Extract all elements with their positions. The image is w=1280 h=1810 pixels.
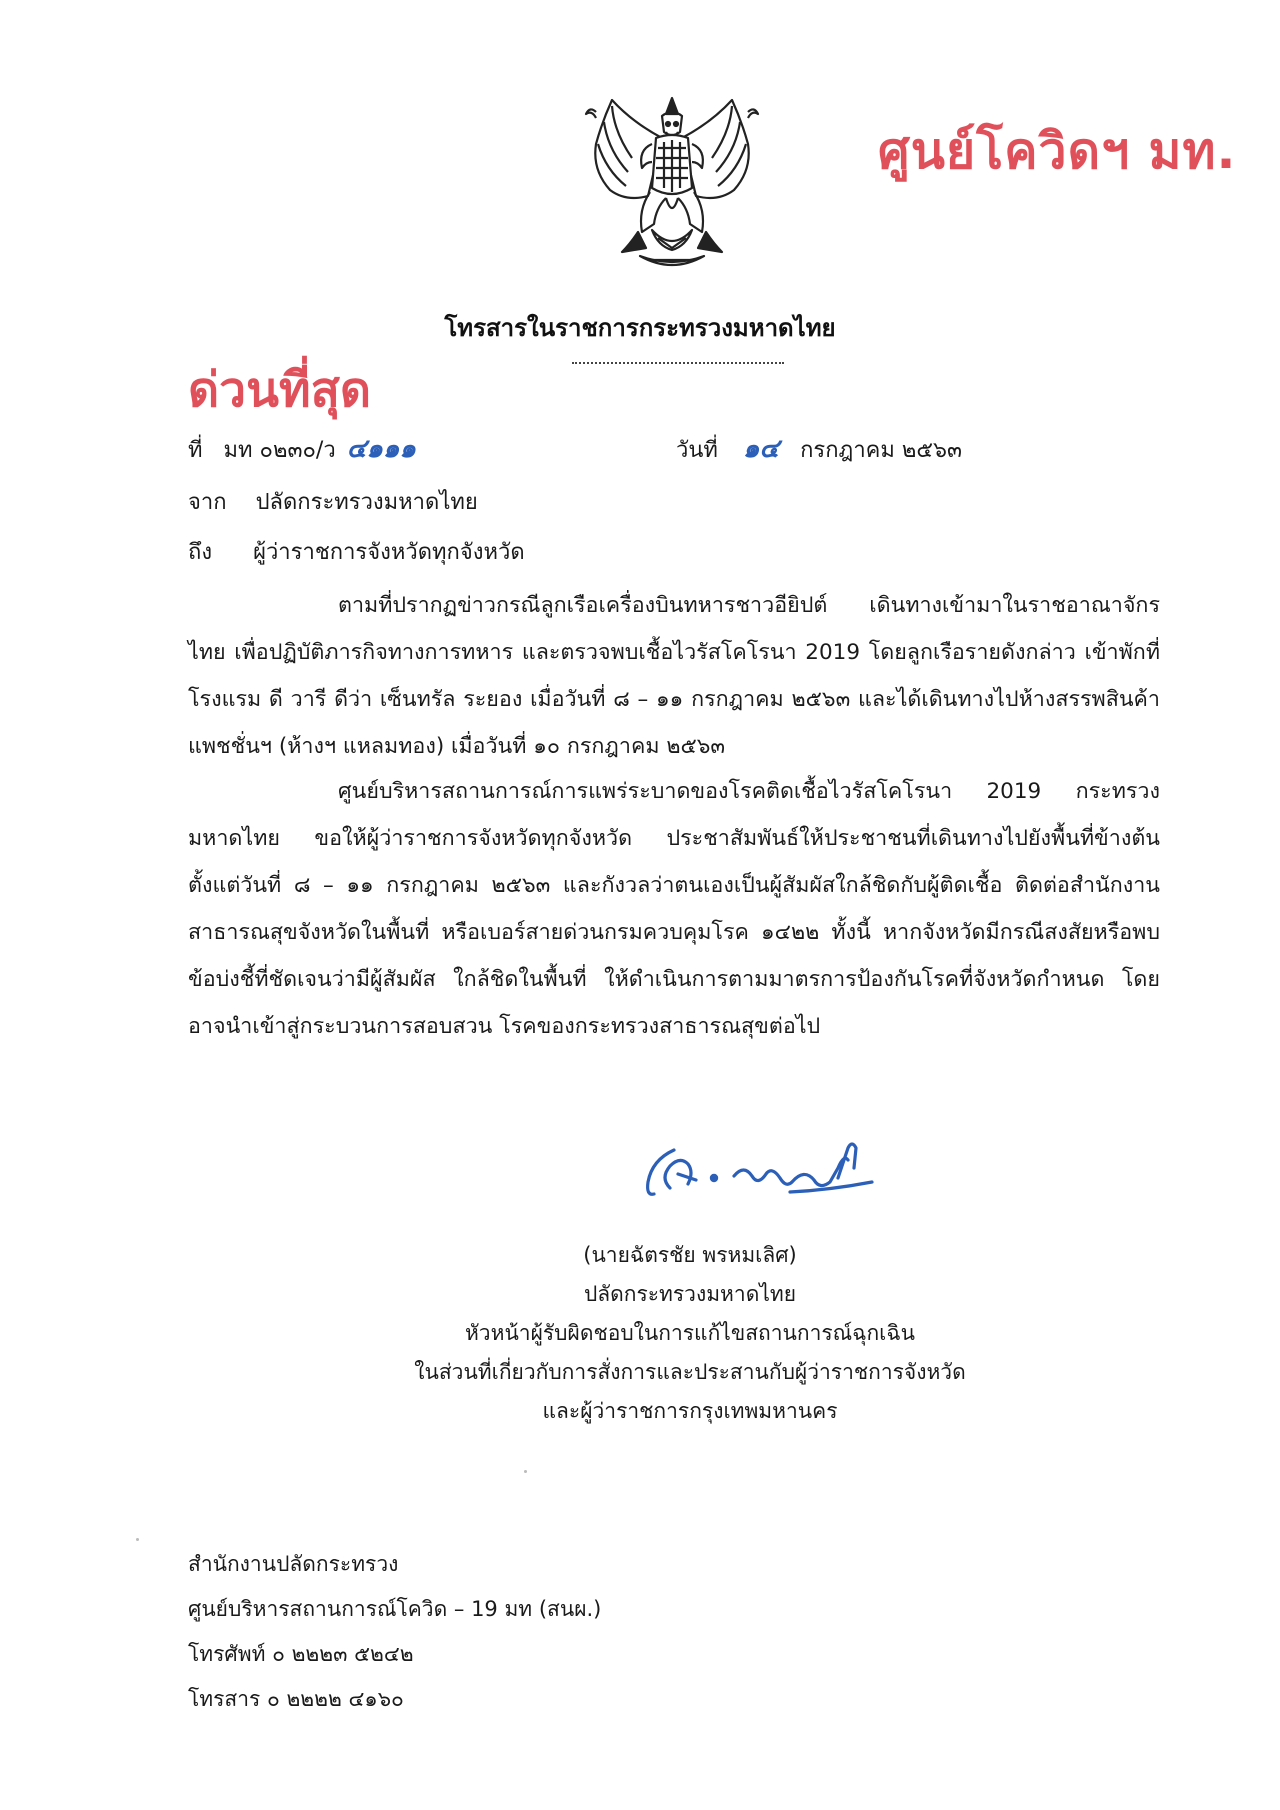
body-paragraph-1: ตามที่ปรากฏข่าวกรณีลูกเรือเครื่องบินทหารชาวอียิปต์ เดินทางเข้ามาในราชอาณาจักรไทย เพื่อปฏิบัติภารกิจทางการทหาร และตรวจพบเชื้อไวรัสโคโรนา 2019 โดยลูกเรือรายดังกล่าว เข้าพักที่โรงแรม ดี วารี ดีว่า เซ็นทรัล ระยอง เมื่อวันที่ ๘ – ๑๑ กรกฎาคม ๒๕๖๓ และได้เดินทางไปห้างสรรพสินค้าแพชชั่นฯ (ห้างฯ แหลมทอง) เมื่อวันที่ ๑๐ กรกฎาคม ๒๕๖๓ [188, 593, 1160, 759]
from-label: จาก [188, 490, 227, 515]
covid-center-stamp: ศูนย์โควิดฯ มท. [878, 122, 1237, 180]
reference-line [188, 428, 416, 469]
signatory-position: ปลัดกระทรวงมหาดไทย [583, 1282, 797, 1306]
to-value: ผู้ว่าราชการจังหวัดทุกจังหวัด [253, 540, 525, 565]
date-line [676, 428, 962, 469]
from-value: ปลัดกระทรวงมหาดไทย [255, 490, 478, 515]
from-line [188, 484, 478, 519]
scan-speck [136, 1538, 139, 1541]
reference-number: ๔๑๑๑ [346, 434, 416, 464]
to-line [188, 534, 525, 569]
signatory-role-line2: ในส่วนที่เกี่ยวกับการสั่งการและประสานกับผู้ว่าราชการจังหวัด [414, 1360, 966, 1384]
title-dotted-line [572, 362, 784, 364]
footer-phone: โทรศัพท์ ๐ ๒๒๒๓ ๕๒๔๒ [188, 1642, 414, 1666]
to-label: ถึง [188, 540, 213, 565]
urgent-stamp: ด่วนที่สุด [188, 362, 372, 418]
footer-office: สำนักงานปลัดกระทรวง [188, 1552, 399, 1576]
garuda-emblem-icon [582, 92, 762, 274]
signatory-block [400, 1236, 980, 1431]
signatory-name: (นายฉัตรชัย พรหมเลิศ) [583, 1243, 797, 1267]
scan-speck [524, 1470, 527, 1473]
signatory-role-line3: และผู้ว่าราชการกรุงเทพมหานคร [542, 1399, 838, 1423]
body-paragraph-2: ศูนย์บริหารสถานการณ์การแพร่ระบาดของโรคติดเชื้อไวรัสโคโรนา 2019 กระทรวงมหาดไทย ขอให้ผู้ว่าราชการจังหวัดทุกจังหวัด ประชาสัมพันธ์ให้ประชาชนที่เดินทางไปยังพื้นที่ข้างต้น ตั้งแต่วันที่ ๘ – ๑๑ กรกฎาคม ๒๕๖๓ และกังวลว่าตนเองเป็นผู้สัมผัสใกล้ชิดกับผู้ติดเชื้อ ติดต่อสำนักงานสาธารณสุขจังหวัดในพื้นที่ หรือเบอร์สายด่วนกรมควบคุมโรค ๑๔๒๒ ทั้งนี้ หากจังหวัดมีกรณีสงสัยหรือพบข้อบ่งชี้ที่ชัดเจนว่ามีผู้สัมผัส ใกล้ชิดในพื้นที่ ให้ดำเนินการตามมาตรการป้องกันโรคที่จังหวัดกำหนด โดยอาจนำเข้าสู่กระบวนการสอบสวน โรคของกระทรวงสาธารณสุขต่อไป [188, 779, 1160, 1039]
reference-label: ที่ [188, 438, 203, 463]
footer-fax: โทรสาร ๐ ๒๒๒๒ ๔๑๖๐ [188, 1687, 404, 1711]
signatory-role-line1: หัวหน้าผู้รับผิดชอบในการแก้ไขสถานการณ์ฉุกเฉิน [464, 1321, 916, 1345]
date-month-year: กรกฎาคม ๒๕๖๓ [800, 438, 963, 463]
contact-footer [188, 1542, 601, 1722]
reference-prefix: มท ๐๒๓๐/ว [223, 438, 336, 463]
signature-icon [640, 1138, 880, 1208]
date-label: วันที่ [676, 438, 718, 463]
footer-center: ศูนย์บริหารสถานการณ์โควิด – 19 มท (สนผ.) [188, 1597, 602, 1621]
date-day: ๑๔ [742, 434, 780, 464]
document-title: โทรสารในราชการกระทรวงมหาดไทย [444, 314, 836, 342]
